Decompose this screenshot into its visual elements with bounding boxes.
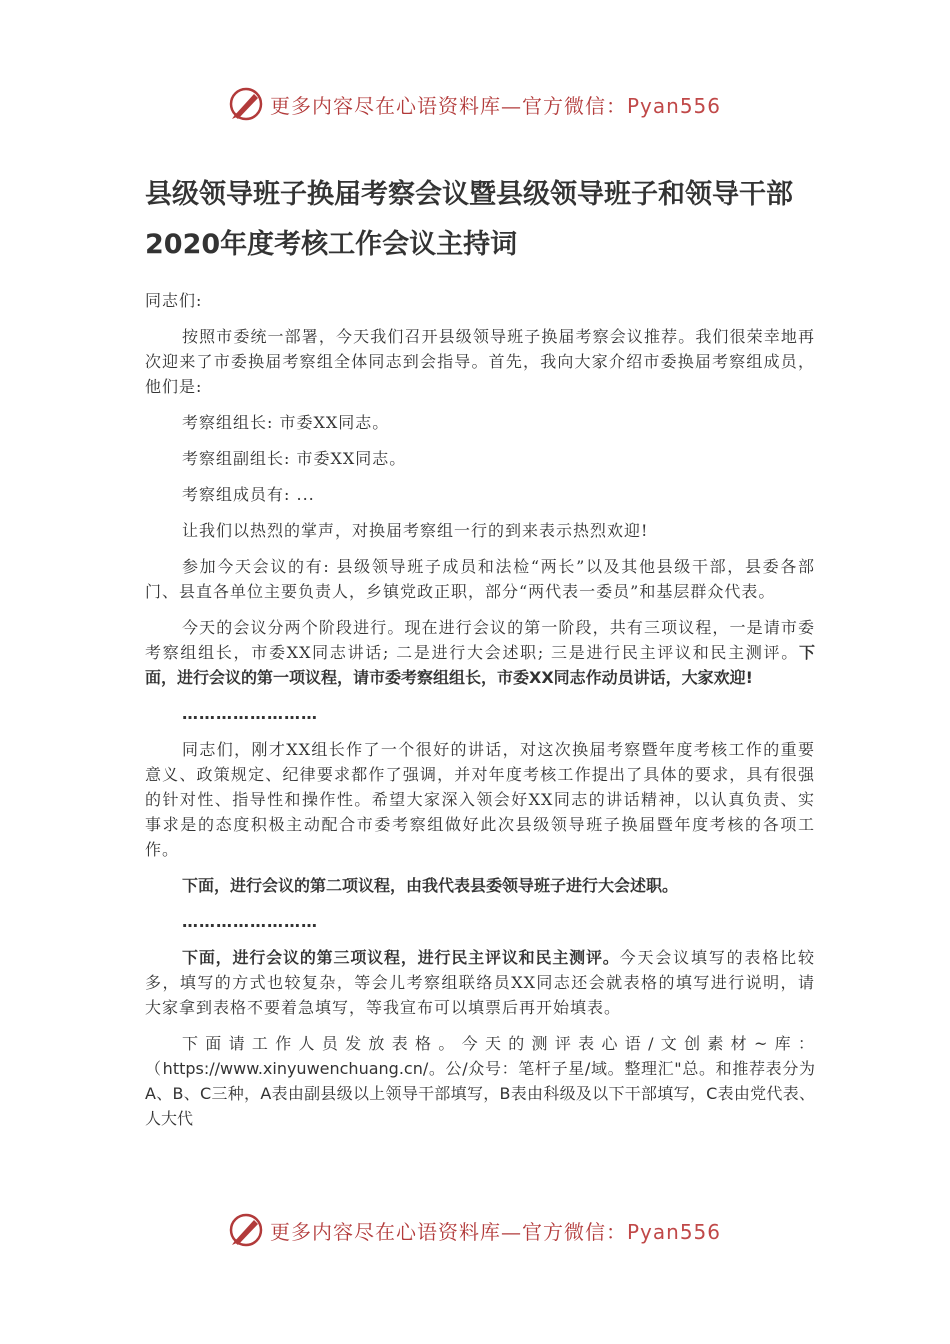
first-item-announcement: 下面，进行会议的第一项议程，请市委考察组组长，市委XX同志作动员讲话，大家欢迎! xyxy=(145,643,815,687)
distribution-text-2: https://www.xinyuwenchuang.cn/。公/众号：笔杆子星/域。整理汇"总。和推荐表分为A、B、C三种，A表由副县级以上领导干部填写，B表由科级及以下干部填写，C表由党代表、人大代 xyxy=(145,1059,815,1128)
second-item-announcement: 下面，进行会议的第二项议程，由我代表县委领导班子进行大会述职。 xyxy=(182,876,679,895)
banner-text: 更多内容尽在心语资料库—官方微信：Pyan556 xyxy=(270,93,722,118)
agenda-paragraph xyxy=(145,615,815,690)
team-deputy-line: 考察组副组长: 市委XX同志。 xyxy=(182,449,407,468)
ellipsis-separator-2: …………………… xyxy=(182,912,318,931)
third-item-announcement: 下面，进行会议的第三项议程，进行民主评议和民主测评。 xyxy=(182,948,620,967)
intro-paragraph: 按照市委统一部署，今天我们召开县级领导班子换届考察会议推荐。我们很荣幸地再次迎来了市委换届考察组全体同志到会指导。首先，我向大家介绍市委换届考察组成员，他们是: xyxy=(145,327,815,396)
welcome-line: 让我们以热烈的掌声，对换届考察组一行的到来表示热烈欢迎! xyxy=(182,521,649,540)
header-banner xyxy=(228,80,721,128)
greeting: 同志们: xyxy=(145,291,203,310)
footer-banner xyxy=(228,1206,721,1254)
document-title: 县级领导班子换届考察会议暨县级领导班子和领导干部2020年度考核工作会议主持词 xyxy=(145,179,793,260)
document-body xyxy=(145,170,815,1142)
summary-paragraph: 同志们，刚才XX组长作了一个很好的讲话，对这次换届考察暨年度考核工作的重要意义、政策规定、纪律要求都作了强调，并对年度考核工作提出了具体的要求，具有很强的针对性、指导性和操作性。希望大家深入领会好XX同志的讲话精神，以认真负责、实事求是的态度积极主动配合市委考察组做好此次县级领导班子换届暨年度考核的各项工作。 xyxy=(145,740,815,859)
distribution-text: 下面请工作人员发放表格。今天的测评表心语/文创素材~库：（ xyxy=(145,1034,815,1078)
distribution-paragraph xyxy=(145,1031,815,1131)
team-members-line: 考察组成员有: ... xyxy=(182,485,315,504)
third-item-paragraph xyxy=(145,945,815,1020)
pen-logo-icon xyxy=(228,1212,264,1248)
attendees-paragraph: 参加今天会议的有: 县级领导班子成员和法检“两长”以及其他县级干部，县委各部门、县直各单位主要负责人，乡镇党政正职，部分“两代表一委员”和基层群众代表。 xyxy=(145,557,815,601)
pen-logo-icon xyxy=(228,86,264,122)
ellipsis-separator: …………………… xyxy=(182,704,318,723)
third-item-text: 今天会议填写的表格比较多，填写的方式也较复杂，等会儿考察组联络员XX同志还会就表格的填写进行说明，请大家拿到表格不要着急填写，等我宣布可以填票后再开始填表。 xyxy=(145,948,815,1017)
agenda-text: 今天的会议分两个阶段进行。现在进行会议的第一阶段，共有三项议程，一是请市委考察组组长，市委XX同志讲话; 二是进行大会述职; 三是进行民主评议和民主测评。 xyxy=(145,618,815,662)
banner-text: 更多内容尽在心语资料库—官方微信：Pyan556 xyxy=(270,1219,722,1244)
team-leader-line: 考察组组长: 市委XX同志。 xyxy=(182,413,390,432)
